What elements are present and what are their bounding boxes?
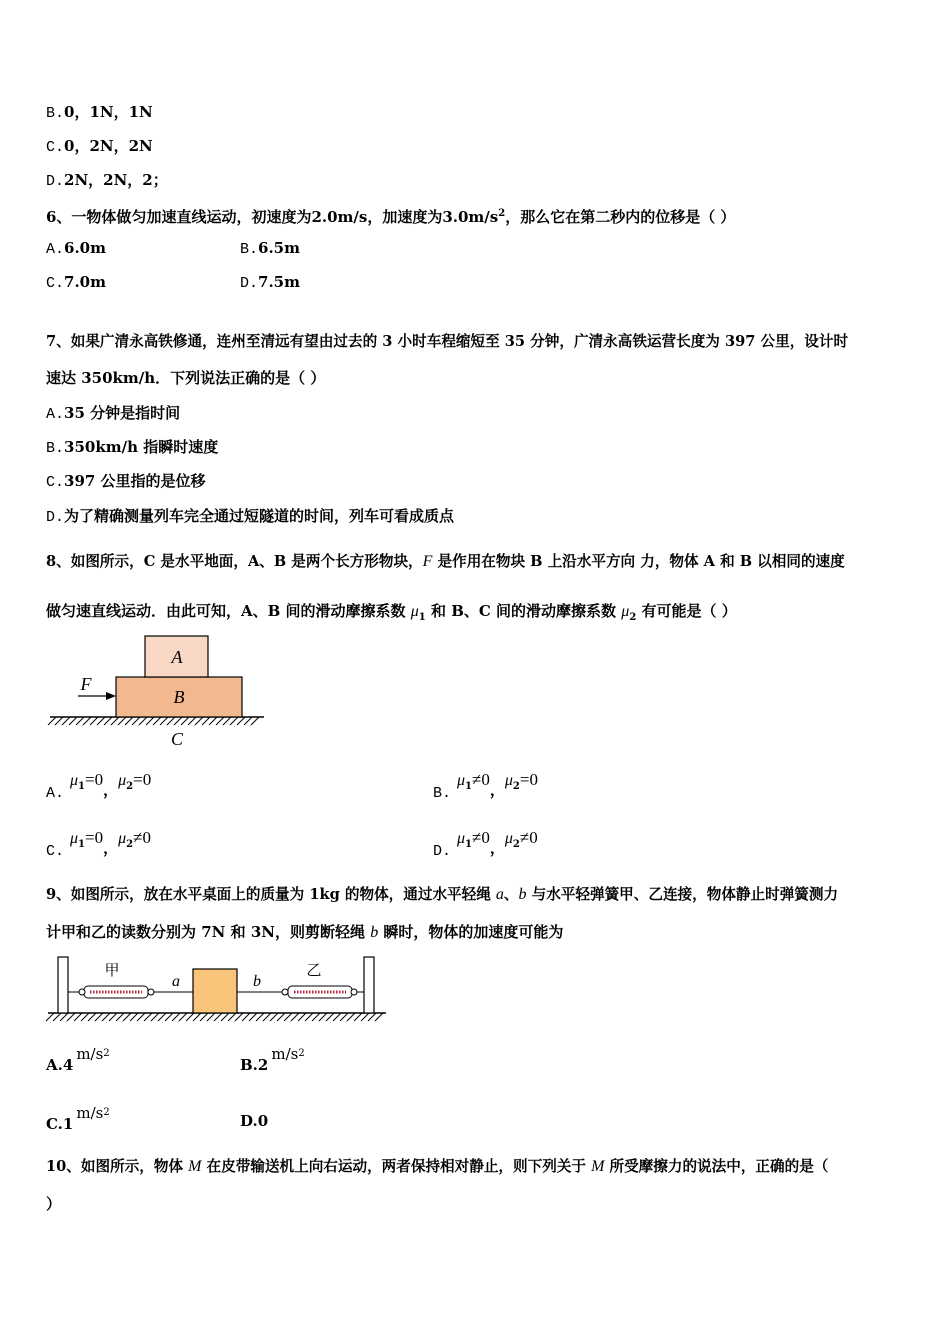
question-7-stem-line2: 速达 350km/h．下列说法正确的是（ ） <box>46 369 326 387</box>
question-7-stem-line1: 7、如果广清永高铁修通，连州至清远有望由过去的 3 小时车程缩短至 35 分钟，广清永高铁运营长度为 397 公里，设计时 <box>46 333 849 350</box>
force-arrow-head <box>106 692 116 700</box>
q7-option-c: C.397 公里指的是位移 <box>46 472 206 491</box>
option-b: B.0，1N，1N <box>46 103 153 122</box>
q6-option-c: C.7.0m <box>46 273 106 292</box>
label-a: A <box>171 647 183 667</box>
question-8-stem-line2: 做匀速直线运动．由此可知，A、B 间的滑动摩擦系数 $\mu_1$ 和 B、C 间的滑动摩擦系数 $\mu_2$ 有可能是（ ） <box>46 602 737 623</box>
label-f: F <box>80 674 92 694</box>
label-rope-b: b <box>253 973 261 990</box>
q6-option-d: D.7.5m <box>240 273 300 292</box>
question-10-stem-line2: ） <box>46 1195 62 1213</box>
label-c: C <box>170 729 184 749</box>
q7-option-d: D.为了精确测量列车完全通过短隧道的时间，列车可看成质点 <box>46 507 455 526</box>
option-d: D.2N，2N，2； <box>46 171 168 190</box>
object-box <box>193 969 237 1013</box>
q6-option-b: B.6.5m <box>240 239 300 258</box>
question-6-stem: 6、一物体做匀加速直线运动，初速度为2.0m/s，加速度为$3.0m/s^2$，那么它在第二秒内的位移是（ ） <box>46 208 736 226</box>
q9-option-a: $A.4m/s^2$ <box>46 1045 110 1074</box>
label-yi: 乙 <box>306 963 322 979</box>
q6-option-a: A.6.0m <box>46 239 106 258</box>
q7-option-b: B.350km/h 指瞬时速度 <box>46 438 219 457</box>
right-post <box>364 957 374 1013</box>
q8-option-c: $C.\mu_1=0$，$\mu_2\ne 0$ <box>46 828 151 860</box>
q9-option-d: D.0 <box>240 1112 269 1130</box>
label-jia: 甲 <box>104 963 120 979</box>
blocks-figure <box>46 632 268 752</box>
question-9-stem-line2: 计甲和乙的读数分别为 7N 和 3N，则剪断轻绳 b 瞬时，物体的加速度可能为 <box>46 923 564 941</box>
spring-figure <box>46 955 388 1025</box>
q9-option-b: $B.2m/s^2$ <box>240 1045 305 1074</box>
q8-option-a: $A.\mu_1=0$，$\mu_2=0$ <box>46 770 152 802</box>
option-c: C.0，2N，2N <box>46 137 153 156</box>
question-9-stem-line1: 9、如图所示，放在水平桌面上的质量为 1kg 的物体，通过水平轻绳 a、b 与水平轻弹簧甲、乙连接，物体静止时弹簧测力 <box>46 886 839 903</box>
label-rope-a: a <box>172 973 180 990</box>
q8-option-b: $B.\mu_1\ne 0$，$\mu_2=0$ <box>433 770 538 802</box>
left-post <box>58 957 68 1013</box>
question-10-stem-line1: 10、如图所示，物体 M 在皮带输送机上向右运动，两者保持相对静止，则下列关于 M 所受摩擦力的说法中，正确的是（ <box>46 1158 829 1175</box>
q7-option-a: A.35 分钟是指时间 <box>46 404 181 423</box>
label-b: B <box>173 687 185 707</box>
question-8-stem-line1: 8、如图所示，C 是水平地面，A、B 是两个长方形物块，F 是作用在物块 B 上沿水平方向 力，物体 A 和 B 以相同的速度 <box>46 553 845 570</box>
q9-option-c: $C.1m/s^2$ <box>46 1104 110 1133</box>
q8-option-d: $D.\mu_1\ne 0$，$\mu_2\ne 0$ <box>433 828 538 860</box>
